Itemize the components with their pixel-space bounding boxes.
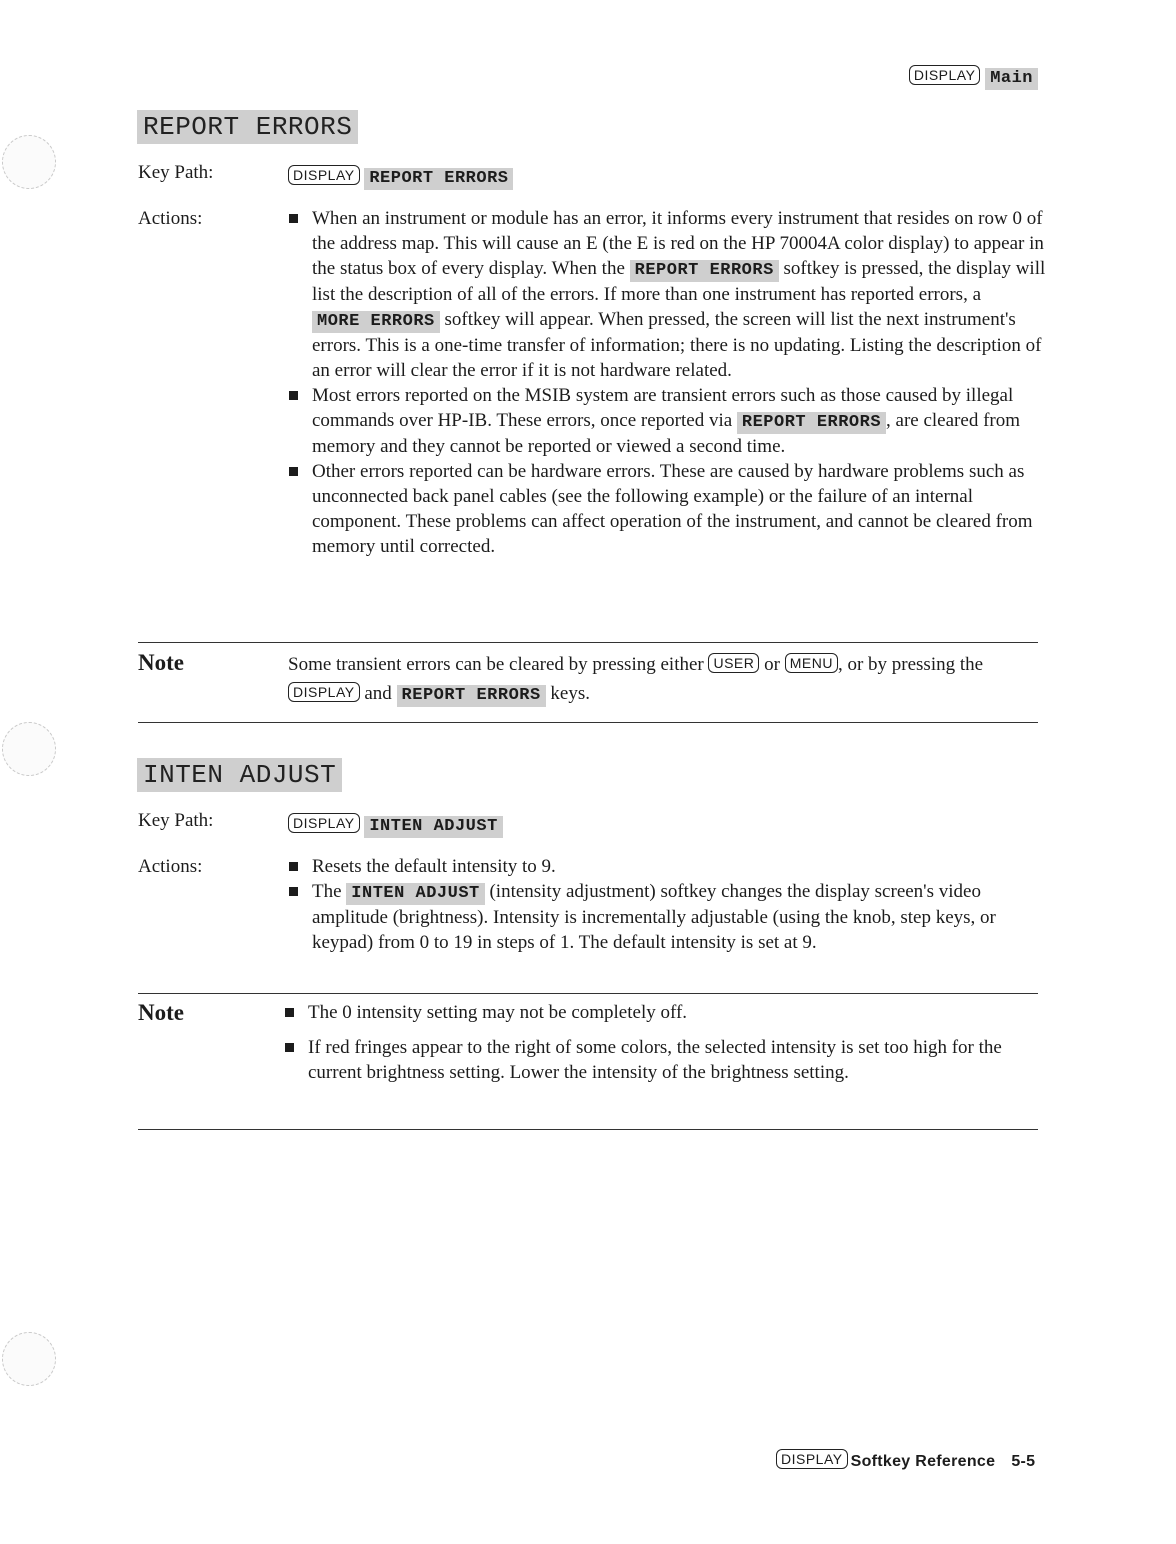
punch-hole-middle — [2, 722, 56, 776]
divider — [138, 722, 1038, 723]
report-errors-title: REPORT ERRORS — [137, 110, 358, 144]
inten-adjust-actions-list — [287, 854, 1047, 955]
inten-adjust-note-label: Note — [138, 1000, 184, 1025]
keypath-display-key: DISPLAY — [288, 813, 360, 833]
punch-hole-top — [2, 135, 56, 189]
inten-adjust-actions-label: Actions: — [138, 856, 203, 877]
report-errors-note-label: Note — [138, 650, 184, 675]
list-item: The INTEN ADJUST (intensity adjustment) softkey changes the display screen's video amplitude (brightness). Intensity is incrementally adjustable (using the knob, step keys, or keypad) from 0 to 19 in steps of 1. The default intensity is set at 9. — [287, 879, 1047, 955]
footer-title: Softkey Reference — [850, 1453, 996, 1470]
inten-adjust-keypath — [288, 812, 503, 838]
list-item: If red fringes appear to the right of some colors, the selected intensity is set too high for the current brightness setting. Lower the intensity of the brightness setting. — [283, 1035, 1043, 1085]
page-footer — [776, 1448, 1035, 1474]
running-header — [909, 64, 1038, 90]
inten-adjust-note-list — [283, 1000, 1043, 1085]
footer-display-key: DISPLAY — [776, 1449, 848, 1469]
inten-adjust-keypath-label: Key Path: — [138, 810, 214, 831]
display-key: DISPLAY — [288, 682, 360, 702]
inten-adjust-softkey: INTEN ADJUST — [346, 883, 484, 905]
keypath-report-errors-softkey: REPORT ERRORS — [364, 168, 513, 190]
report-errors-note-text: Some transient errors can be cleared by pressing either USER or MENU , or by pressing the DISPLAY and REPORT ERRORS keys. — [288, 654, 984, 705]
header-display-key: DISPLAY — [909, 65, 981, 85]
list-item: Other errors reported can be hardware errors. These are caused by hardware problems such as unconnected back panel cables (see the following example) or the failure of an internal component. These problems can affect operation of the instrument, and cannot be cleared from memory until corrected. — [287, 459, 1047, 559]
bullet-square-icon — [289, 214, 298, 223]
report-errors-actions-list — [287, 206, 1047, 559]
divider — [138, 1129, 1038, 1130]
bullet-square-icon — [289, 391, 298, 400]
more-errors-softkey: MORE ERRORS — [312, 311, 440, 333]
bullet-square-icon — [289, 862, 298, 871]
bullet-square-icon — [289, 887, 298, 896]
bullet-square-icon — [289, 467, 298, 476]
report-errors-actions-label: Actions: — [138, 208, 203, 229]
keypath-display-key: DISPLAY — [288, 165, 360, 185]
inten-adjust-title: INTEN ADJUST — [137, 758, 342, 792]
report-errors-keypath — [288, 164, 513, 190]
keypath-inten-adjust-softkey: INTEN ADJUST — [364, 816, 502, 838]
report-errors-softkey: REPORT ERRORS — [630, 260, 779, 282]
user-key: USER — [708, 653, 759, 673]
menu-key: MENU — [785, 653, 838, 673]
bullet-square-icon — [285, 1008, 294, 1017]
divider — [138, 642, 1038, 643]
page-number: 5-5 — [1011, 1453, 1036, 1470]
list-item: The 0 intensity setting may not be completely off. — [283, 1000, 1043, 1025]
report-errors-keypath-label: Key Path: — [138, 162, 214, 183]
list-item: When an instrument or module has an error, it informs every instrument that resides on row 0 of the address map. This will cause an E (the E is red on the HP 70004A color display) to appear in the status box of every display. When the REPORT ERRORS softkey is pressed, the display will list the description of all of the errors. If more than one instrument has reported errors, a MORE ERRORS softkey will appear. When pressed, the screen will list the next instrument's errors. This is a one-time transfer of information; there is no updating. Listing the description of an error will clear the error if it is not hardware related. — [287, 206, 1047, 383]
bullet-square-icon — [285, 1043, 294, 1052]
list-item: Resets the default intensity to 9. — [287, 854, 1047, 879]
report-errors-softkey: REPORT ERRORS — [737, 412, 886, 434]
list-item: Most errors reported on the MSIB system are transient errors such as those caused by illegal commands over HP-IB. These errors, once reported via REPORT ERRORS , are cleared from memory and they cannot be reported or viewed a second time. — [287, 383, 1047, 459]
report-errors-softkey: REPORT ERRORS — [397, 685, 546, 707]
punch-hole-bottom — [2, 1332, 56, 1386]
divider — [138, 993, 1038, 994]
header-main-softkey: Main — [985, 68, 1038, 90]
